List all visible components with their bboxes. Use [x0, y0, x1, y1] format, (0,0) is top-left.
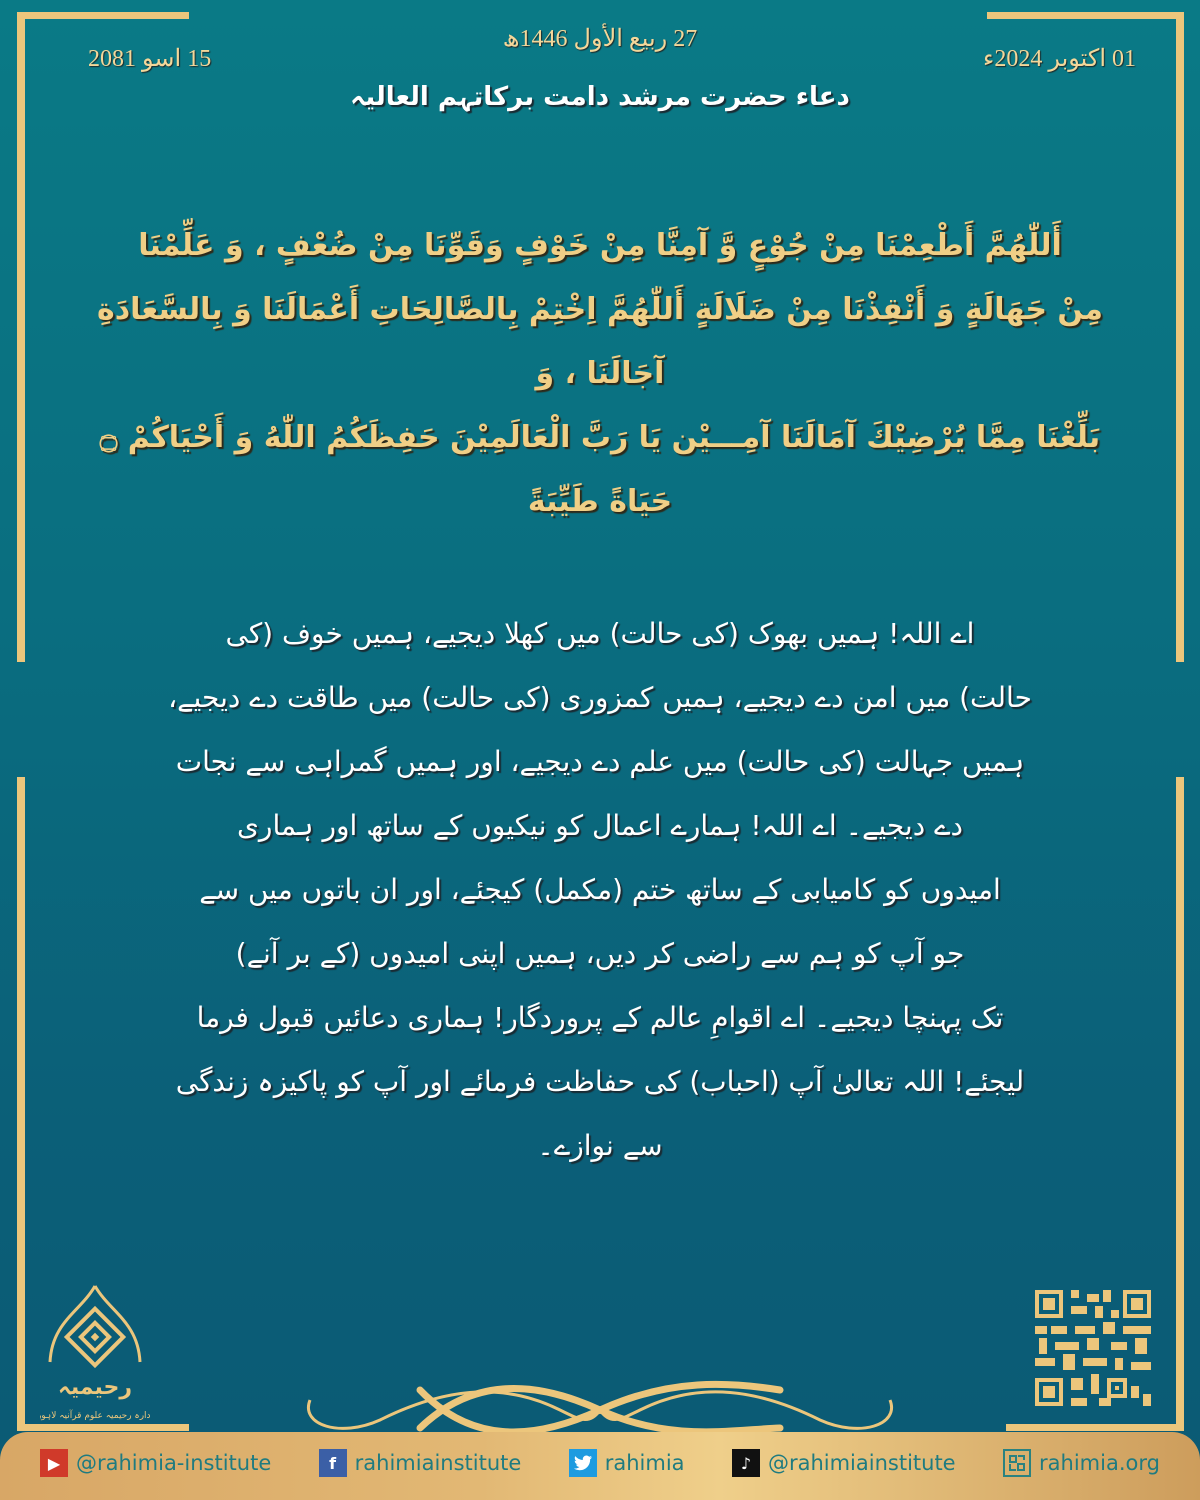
- gregorian-date: 01 اکتوبر 2024ء: [983, 46, 1136, 72]
- social-tiktok[interactable]: [732, 1449, 956, 1477]
- tiktok-icon: ♪: [732, 1449, 760, 1477]
- frame-left-lower: [17, 777, 25, 1431]
- social-twitter[interactable]: [569, 1449, 685, 1477]
- decorative-flourish: [300, 1370, 900, 1440]
- urdu-translation: [160, 602, 1040, 1178]
- facebook-handle: rahimiainstitute: [354, 1451, 522, 1475]
- page-title: دعاء حضرت مرشد دامت برکاتہم العالیہ: [350, 82, 850, 112]
- svg-text:ادارہ رحیمیہ علوم قرآنیہ لاہور: ادارہ رحیمیہ علوم قرآنیہ لاہور: [40, 1411, 150, 1421]
- tiktok-handle: @rahimiainstitute: [767, 1451, 956, 1475]
- qr-code-icon: [1032, 1290, 1154, 1406]
- website-link: rahimia.org: [1039, 1451, 1160, 1475]
- arabic-dua: [80, 214, 1120, 534]
- footer-social-bar: [0, 1432, 1200, 1500]
- arabic-line: مِنْ جَهَالَةٍ وَ أَنْقِذْنَا مِنْ ضَلَالَةٍ أَللّٰهُمَّ اِخْتِمْ بِالصَّالِحَاتِ أَعْمَالَنَا وَ بِالسَّعَادَةِ آجَالَنَا ، وَ: [97, 292, 1103, 391]
- social-website[interactable]: [1003, 1449, 1160, 1477]
- frame-bottom-right: [1006, 1424, 1184, 1431]
- social-youtube[interactable]: [40, 1449, 271, 1477]
- twitter-icon: [569, 1449, 597, 1477]
- logo-emblem-icon: [40, 1282, 150, 1432]
- urdu-line: دے دیجیے۔ اے اللہ! ہمارے اعمال کو نیکیوں کے ساتھ اور ہماری: [237, 809, 963, 842]
- urdu-line: تک پہنچا دیجیے۔ اے اقوامِ عالم کے پروردگار! ہماری دعائیں قبول فرما: [196, 1001, 1004, 1034]
- hijri-date: 27 ربیع الأول 1446ھ: [502, 26, 698, 52]
- frame-right-lower: [1176, 777, 1184, 1431]
- facebook-icon: f: [319, 1449, 347, 1477]
- svg-text:رحیمیہ: رحیمیہ: [57, 1375, 133, 1400]
- website-icon: [1003, 1449, 1031, 1477]
- twitter-handle: rahimia: [604, 1451, 685, 1475]
- urdu-line: لیجئے! اللہ تعالیٰ آپ (احباب) کی حفاظت فرمائے اور آپ کو پاکیزہ زندگی: [175, 1065, 1025, 1098]
- urdu-line: حالت) میں امن دے دیجیے، ہمیں کمزوری (کی حالت) میں طاقت دے دیجیے،: [168, 681, 1032, 714]
- arabic-line: أَللّٰهُمَّ أَطْعِمْنَا مِنْ جُوْعٍ وَّ آمِنَّا مِنْ خَوْفٍ وَقَوِّنَا مِنْ ضُعْفٍ ، وَ عَلِّمْنَا: [138, 228, 1062, 263]
- urdu-line: جو آپ کو ہم سے راضی کر دیں، ہمیں اپنی امیدوں (کے بر آنے): [235, 937, 965, 970]
- youtube-icon: ▶: [40, 1449, 68, 1477]
- urdu-line: سے نوازے۔: [537, 1129, 663, 1162]
- urdu-line: امیدوں کو کامیابی کے ساتھ ختم (مکمل) کیجئے، اور ان باتوں میں سے: [199, 873, 1001, 906]
- urdu-line: اے اللہ! ہمیں بھوک (کی حالت) میں کھلا دیجیے، ہمیں خوف (کی: [225, 617, 975, 650]
- frame-top-right: [987, 12, 1184, 19]
- arabic-line: بَلِّغْنَا مِمَّا يُرْضِيْكَ آمَالَنَا آمِـــيْن يَا رَبَّ الْعَالَمِيْنَ حَفِظَكُمُ اللّٰهُ وَ أَحْيَاكُمْ ۝ حَيَاةً طَيِّبَةً: [99, 420, 1101, 519]
- frame-top-left: [17, 12, 189, 19]
- social-facebook[interactable]: [319, 1449, 522, 1477]
- qr-code[interactable]: [1032, 1290, 1154, 1406]
- youtube-handle: @rahimia-institute: [76, 1451, 272, 1475]
- bikrami-date: 15 اسو 2081: [88, 46, 212, 72]
- urdu-line: ہمیں جہالت (کی حالت) میں علم دے دیجیے، اور ہمیں گمراہی سے نجات: [175, 745, 1025, 778]
- rahimia-logo: [40, 1282, 150, 1432]
